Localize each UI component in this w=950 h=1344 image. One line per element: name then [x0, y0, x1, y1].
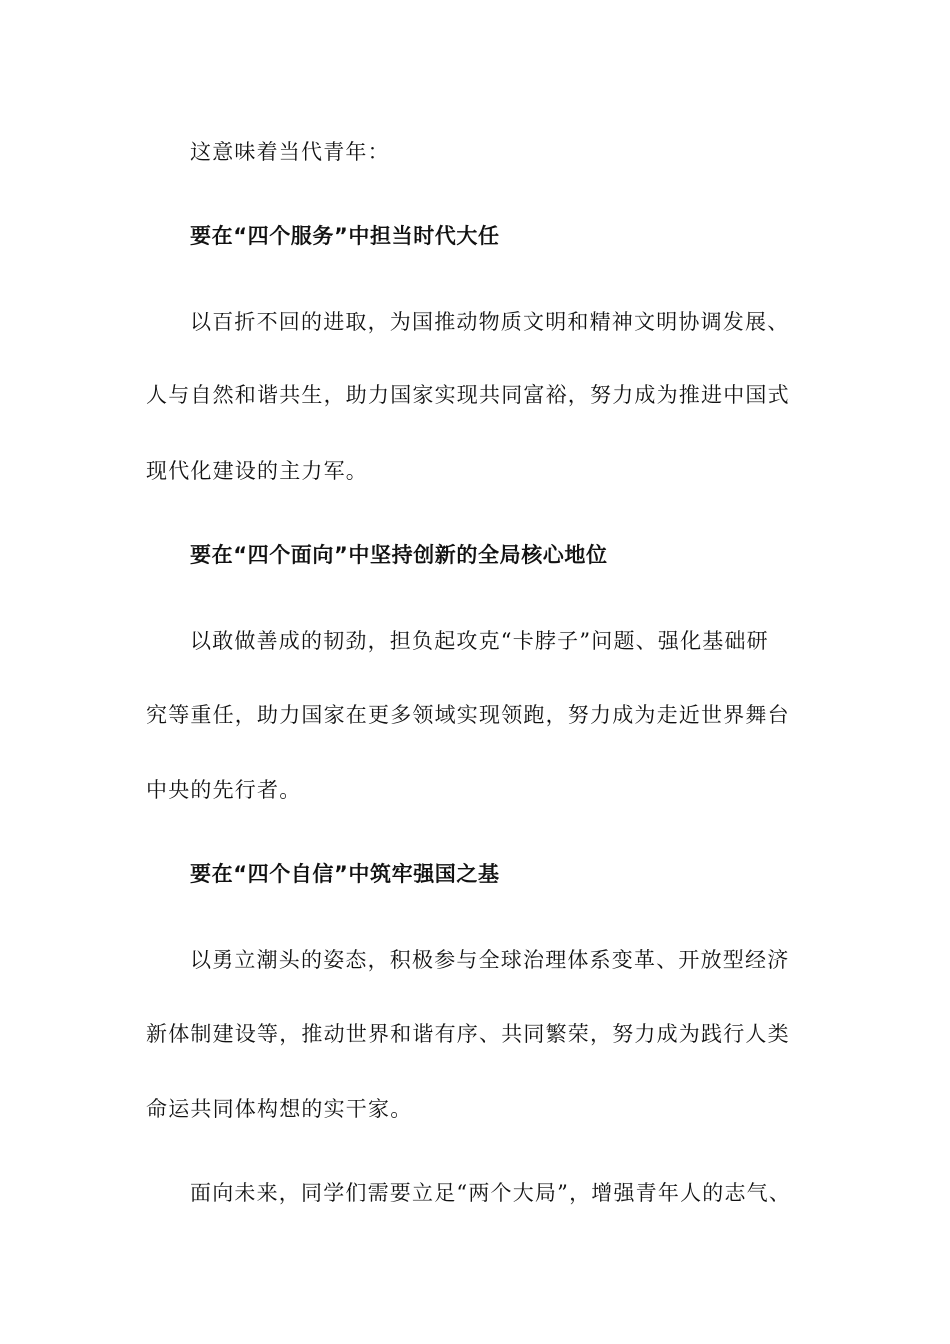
section-1-line-2: 人与自然和谐共生，助力国家实现共同富裕，努力成为推进中国式 — [146, 383, 790, 407]
section-1-line-3: 现代化建设的主力军。 — [146, 459, 368, 483]
section-2-line-2: 究等重任，助力国家在更多领域实现领跑，努力成为走近世界舞台 — [146, 703, 790, 727]
section-heading-2: 要在“四个面向”中坚持创新的全局核心地位 — [190, 543, 608, 567]
section-1-line-1: 以百折不回的进取，为国推动物质文明和精神文明协调发展、 — [190, 310, 790, 334]
section-2-line-1: 以敢做善成的韧劲，担负起攻克“卡脖子”问题、强化基础研 — [190, 629, 769, 653]
closing-paragraph: 面向未来，同学们需要立足“两个大局”，增强青年人的志气、 — [190, 1181, 792, 1205]
section-3-line-1: 以勇立潮头的姿态，积极参与全球治理体系变革、开放型经济 — [190, 948, 790, 972]
section-heading-1: 要在“四个服务”中担当时代大任 — [190, 224, 500, 248]
section-3-line-2: 新体制建设等，推动世界和谐有序、共同繁荣，努力成为践行人类 — [146, 1022, 790, 1046]
section-heading-3: 要在“四个自信”中筑牢强国之基 — [190, 862, 500, 886]
intro-paragraph: 这意味着当代青年： — [190, 140, 390, 164]
section-2-line-3: 中央的先行者。 — [146, 778, 302, 802]
section-3-line-3: 命运共同体构想的实干家。 — [146, 1097, 413, 1121]
